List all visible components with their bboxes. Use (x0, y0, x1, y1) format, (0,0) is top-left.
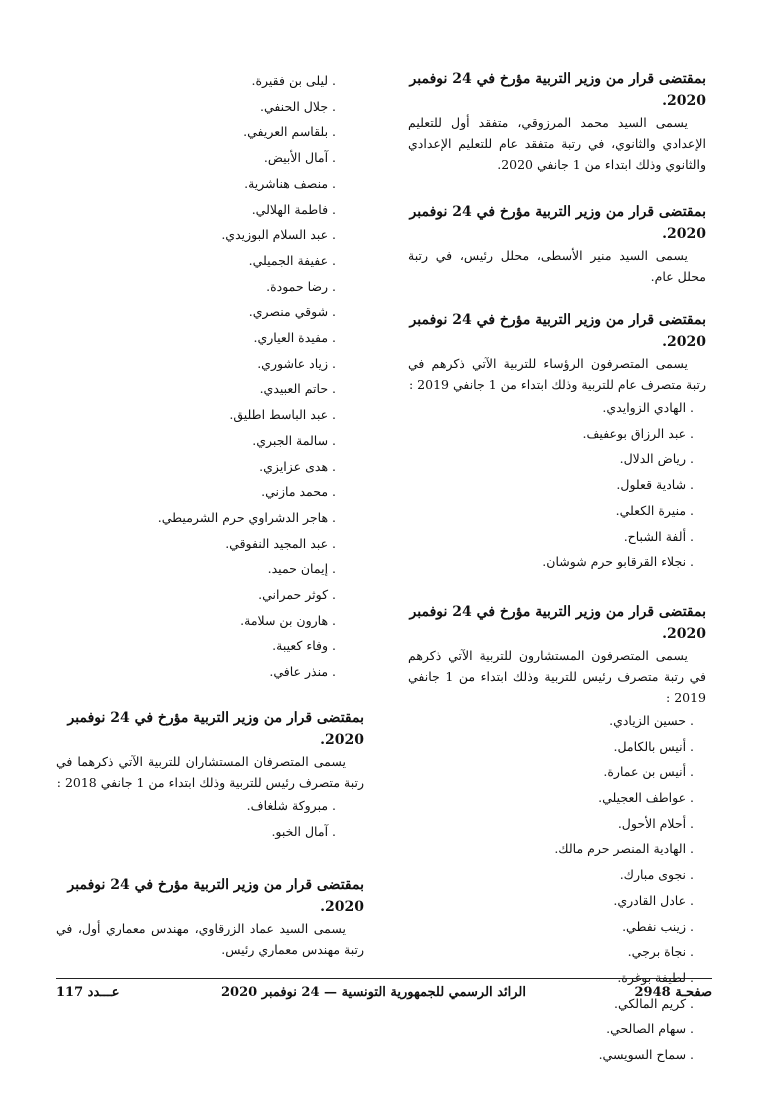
decree-section (56, 707, 364, 844)
decree-text: يسمى المتصرفون المستشارون للتربية الآتي ذكرهم في رتبة متصرف رئيس للتربية وذلك ابتداء من 1 جانفي 2019 : (408, 647, 707, 705)
list-item: . حاتم العبيدي. (259, 381, 336, 397)
list-item: . نجلاء القرقابو حرم شوشان. (542, 554, 694, 570)
names-list (408, 708, 706, 1068)
list-item: . عبد الباسط اطليق. (229, 407, 336, 423)
list-item: . عبد السلام البوزيدي. (221, 227, 336, 243)
decree-section (408, 201, 706, 287)
list-item: . شادية قعلول. (616, 477, 694, 493)
list-item: . ألفة الشباح. (623, 528, 694, 544)
list-item: . مفيدة العياري. (253, 330, 336, 346)
left-column (56, 68, 364, 986)
list-item: . شوقي منصري. (248, 304, 336, 320)
list-item: . كوثر حمراني. (258, 587, 336, 603)
list-item: . منذر عافي. (269, 664, 336, 680)
issue-number: عـــدد 117 (56, 985, 120, 1000)
list-item: . لطيفة بوغرة. (617, 969, 694, 985)
list-item: . سالمة الجبري. (252, 432, 336, 448)
decree-section (408, 309, 706, 575)
list-item: . عبد الرزاق بوعفيف. (582, 425, 694, 441)
list-item: . عواطف العجيلي. (598, 790, 694, 806)
list-item: . عبد المجيد النفوقي. (225, 535, 336, 551)
list-item: . هدى عزايزي. (259, 458, 336, 474)
list-item: . زينب نفطي. (622, 918, 694, 934)
decree-title: بمقتضى قرار من وزير التربية مؤرخ في 24 نوفمبر 2020. (409, 204, 706, 242)
list-item: . الهادية المنصر حرم مالك. (554, 841, 694, 857)
list-item: . نجوى مبارك. (619, 867, 694, 883)
names-list (408, 395, 706, 575)
list-item: . منصف هناشرية. (244, 175, 336, 191)
right-column (408, 68, 706, 1094)
list-item: . حسين الزيادي. (609, 712, 694, 728)
list-item: . هارون بن سلامة. (240, 612, 336, 628)
list-item: . ليلى بن فقيرة. (251, 73, 336, 88)
list-item: . رضا حمودة. (266, 278, 336, 294)
list-item: . رياض الدلال. (619, 451, 694, 467)
names-list (56, 68, 364, 685)
list-item: . سماح السويسي. (598, 1047, 694, 1063)
decree-text: يسمى السيد محمد المرزوقي، متفقد أول للتعليم الإعدادي والثانوي، في رتبة متفقد عام للتعليم الإعدادي والثانوي وذلك ابتداء من 1 جانفي 2020. (408, 115, 706, 172)
list-item: . أنيس بالكامل. (613, 738, 694, 754)
list-item: . فاطمة الهلالي. (251, 201, 336, 217)
decree-title: بمقتضى قرار من وزير التربية مؤرخ في 24 نوفمبر 2020. (67, 709, 364, 748)
list-item: . نجاة برجي. (627, 944, 694, 960)
decree-title: بمقتضى قرار من وزير التربية مؤرخ في 24 نوفمبر 2020. (67, 877, 364, 916)
list-item: . سهام الصالحي. (606, 1021, 694, 1037)
list-item: . عادل القادري. (613, 892, 694, 908)
decree-section (56, 874, 364, 960)
decree-text: يسمى المتصرفون الرؤساء للتربية الآتي ذكرهم في رتبة متصرف عام للتربية وذلك ابتداء من 1 جانفي 2019 : (408, 356, 706, 392)
list-item: . منيرة الكعلي. (615, 502, 694, 518)
footer-divider (56, 978, 712, 979)
list-item: . الهادي الزوايدي. (602, 400, 694, 415)
list-item: . عفيفة الجميلي. (248, 252, 336, 268)
decree-text: يسمى السيد عماد الزرقاوي، مهندس معماري أول، في رتبة مهندس معماري رئيس. (56, 921, 364, 958)
list-item: . زياد عاشوري. (257, 355, 336, 371)
decree-title: بمقتضى قرار من وزير التربية مؤرخ في 24 نوفمبر 2020. (409, 603, 706, 642)
list-item: . مبروكة شلغاف. (246, 797, 336, 813)
list-item: . آمال الخبو. (271, 823, 336, 839)
list-item: . هاجر الدشراوي حرم الشرميطي. (157, 509, 336, 525)
decree-section (408, 68, 706, 175)
list-item: . بلقاسم العريفي. (243, 124, 336, 140)
list-item: . أنيس بن عمارة. (603, 764, 694, 780)
continued-names (56, 68, 364, 685)
list-item: . محمد مازني. (261, 484, 336, 500)
page-number: صفحـة 2948 (634, 985, 712, 1000)
list-item: . كريم المالكي. (614, 995, 694, 1011)
journal-title: الرائد الرسمي للجمهورية التونسية — 24 نوفمبر 2020 (221, 985, 526, 1000)
list-item: . وفاء كعيبة. (272, 638, 336, 654)
list-item: . إيمان حميد. (267, 561, 336, 577)
names-list (56, 793, 364, 844)
list-item: . جلال الحنفي. (259, 98, 336, 114)
list-item: . آمال الأبيض. (263, 150, 336, 166)
page-footer (56, 985, 712, 1005)
decree-title: بمقتضى قرار من وزير التربية مؤرخ في 24 نوفمبر 2020. (409, 71, 706, 109)
list-item: . أحلام الأحول. (617, 815, 694, 831)
decree-text: يسمى السيد منير الأسطى، محلل رئيس، في رتبة محلل عام. (408, 248, 706, 284)
decree-text: يسمى المتصرفان المستشاران للتربية الآتي ذكرهما في رتبة متصرف رئيس للتربية وذلك ابتداء من 1 جانفي 2018 : (56, 753, 364, 790)
decree-title: بمقتضى قرار من وزير التربية مؤرخ في 24 نوفمبر 2020. (409, 312, 706, 350)
